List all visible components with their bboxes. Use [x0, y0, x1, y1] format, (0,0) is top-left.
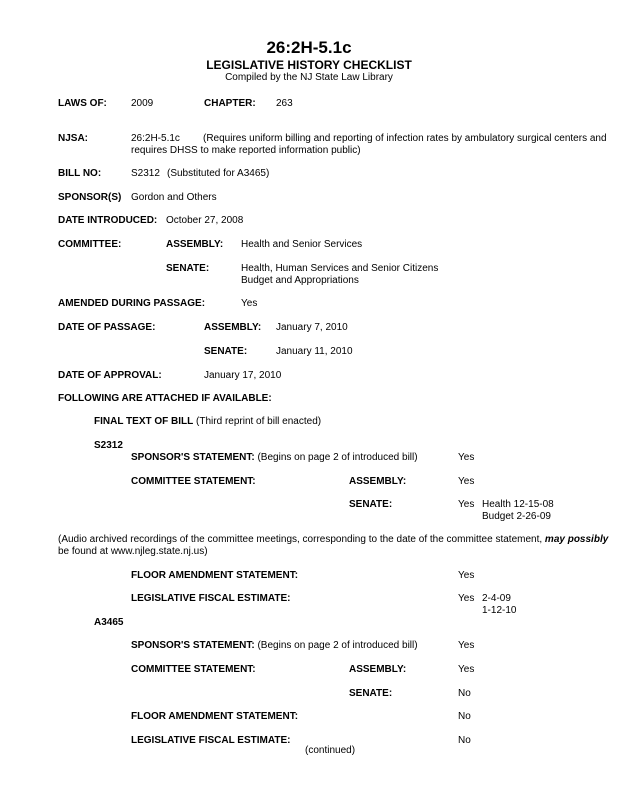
chapter-value: 263 — [276, 98, 293, 109]
a3465-senate-value: No — [458, 688, 471, 699]
date-of-approval-value: January 17, 2010 — [204, 370, 282, 381]
a3465-label: A3465 — [94, 617, 124, 628]
njsa-description-1: (Requires uniform billing and reporting of infection rates by ambulatory surgical centers and — [203, 133, 607, 144]
a3465-sponsor-label: SPONSOR'S STATEMENT: — [131, 640, 255, 651]
a3465-fiscal-value: No — [458, 735, 471, 746]
s2312-fiscal-note-1: 2-4-09 — [482, 593, 511, 604]
s2312-sponsor-value: Yes — [458, 452, 475, 463]
a3465-floor-value: No — [458, 711, 471, 722]
s2312-fiscal-label: LEGISLATIVE FISCAL ESTIMATE: — [131, 593, 291, 604]
passage-assembly-label: ASSEMBLY: — [204, 322, 262, 333]
s2312-assembly-label: ASSEMBLY: — [349, 476, 407, 487]
njsa-value: 26:2H-5.1c — [131, 133, 180, 144]
date-introduced-value: October 27, 2008 — [166, 215, 244, 226]
a3465-assembly-value: Yes — [458, 664, 475, 675]
s2312-label: S2312 — [94, 440, 123, 451]
amended-label: AMENDED DURING PASSAGE: — [58, 298, 206, 309]
date-of-approval-label: DATE OF APPROVAL: — [58, 370, 162, 381]
s2312-committee-label: COMMITTEE STATEMENT: — [131, 476, 256, 487]
attached-header: FOLLOWING ARE ATTACHED IF AVAILABLE: — [58, 393, 272, 404]
a3465-sponsor-line — [131, 640, 418, 652]
compiled-by: Compiled by the NJ State Law Library — [225, 72, 393, 83]
audio-note-line-1 — [58, 534, 608, 546]
sponsors-value: Gordon and Others — [131, 192, 217, 203]
date-of-passage-label: DATE OF PASSAGE: — [58, 322, 156, 333]
audio-note-part1: (Audio archived recordings of the committee meetings, corresponding to the date of the committee statement, — [58, 534, 545, 545]
continued-note: (continued) — [305, 745, 356, 756]
s2312-senate-label: SENATE: — [349, 499, 393, 510]
a3465-floor-label: FLOOR AMENDMENT STATEMENT: — [131, 711, 299, 722]
audio-note-emphasis: may possibly — [544, 534, 609, 545]
bill-no-note: (Substituted for A3465) — [167, 168, 270, 179]
bill-no-label: BILL NO: — [58, 168, 102, 179]
s2312-fiscal-value: Yes — [458, 593, 475, 604]
a3465-assembly-label: ASSEMBLY: — [349, 664, 407, 675]
passage-assembly-value: January 7, 2010 — [276, 322, 348, 333]
s2312-sponsor-label: SPONSOR'S STATEMENT: — [131, 452, 255, 463]
committee-senate-value-1: Health, Human Services and Senior Citizens — [241, 263, 439, 274]
committee-senate-value-2: Budget and Appropriations — [241, 275, 359, 286]
chapter-label: CHAPTER: — [204, 98, 256, 109]
audio-note-part2: be found at www.njleg.state.nj.us) — [58, 546, 208, 557]
sponsors-label: SPONSOR(S) — [58, 192, 122, 203]
passage-senate-value: January 11, 2010 — [276, 346, 353, 357]
amended-value: Yes — [241, 298, 258, 309]
s2312-floor-value: Yes — [458, 570, 475, 581]
final-text-note: (Third reprint of bill enacted) — [196, 416, 322, 427]
s2312-senate-note-2: Budget 2-26-09 — [482, 511, 551, 522]
passage-senate-label: SENATE: — [204, 346, 248, 357]
a3465-committee-label: COMMITTEE STATEMENT: — [131, 664, 256, 675]
s2312-senate-value: Yes — [458, 499, 475, 510]
bill-no-value: S2312 — [131, 168, 160, 179]
committee-assembly-value: Health and Senior Services — [241, 239, 363, 250]
a3465-fiscal-label: LEGISLATIVE FISCAL ESTIMATE: — [131, 735, 291, 746]
checklist-title: LEGISLATIVE HISTORY CHECKLIST — [206, 58, 412, 72]
laws-of-value: 2009 — [131, 98, 154, 109]
statute-title: 26:2H-5.1c — [266, 38, 352, 57]
a3465-sponsor-value: Yes — [458, 640, 475, 651]
date-introduced-label: DATE INTRODUCED: — [58, 215, 158, 226]
committee-label: COMMITTEE: — [58, 239, 122, 250]
s2312-sponsor-line — [131, 452, 418, 464]
laws-of-label: LAWS OF: — [58, 98, 107, 109]
s2312-senate-note-1: Health 12-15-08 — [482, 499, 554, 510]
s2312-sponsor-note: (Begins on page 2 of introduced bill) — [257, 452, 418, 463]
s2312-assembly-value: Yes — [458, 476, 475, 487]
final-text-line — [94, 416, 321, 428]
committee-assembly-label: ASSEMBLY: — [166, 239, 224, 250]
a3465-sponsor-note: (Begins on page 2 of introduced bill) — [257, 640, 418, 651]
final-text-label: FINAL TEXT OF BILL — [94, 416, 194, 427]
njsa-label: NJSA: — [58, 133, 89, 144]
s2312-fiscal-note-2: 1-12-10 — [482, 605, 517, 616]
committee-senate-label: SENATE: — [166, 263, 210, 274]
s2312-floor-label: FLOOR AMENDMENT STATEMENT: — [131, 570, 299, 581]
a3465-senate-label: SENATE: — [349, 688, 393, 699]
njsa-description-2: requires DHSS to make reported information public) — [131, 145, 361, 156]
